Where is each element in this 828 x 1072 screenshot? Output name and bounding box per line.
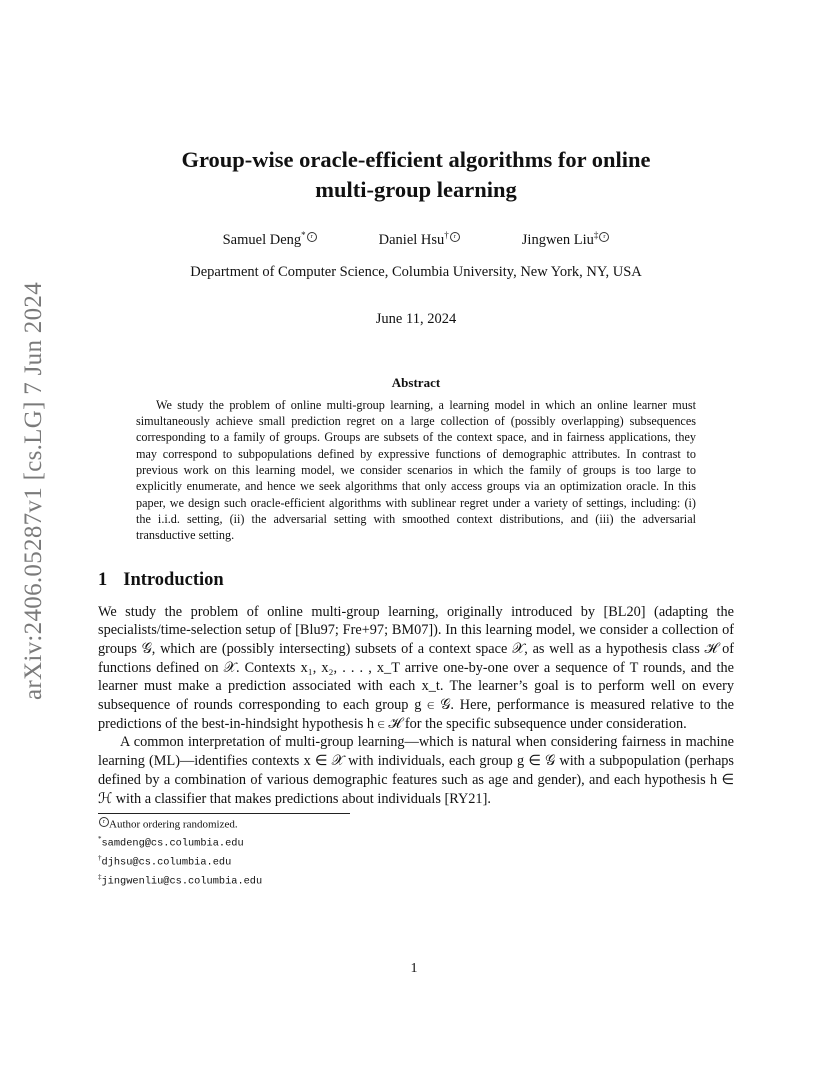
footnote: r Author ordering randomized. [98,817,734,832]
author-1: Samuel Deng* r [223,230,317,249]
arxiv-watermark [20,270,60,700]
author-2: Daniel Hsu† r [379,230,460,249]
section-title: Introduction [123,569,224,590]
abstract-text: We study the problem of online multi-group learning, a learning model in which an online learner must simultaneously achieve small prediction regret on a large collection of (possibly overlapping) subsequences corresponding to a family of groups. Groups are subsets of the context space, and in fairness applications, they may correspond to subpopulations defined by expressive functions of demographic attributes. In contrast to previous work on this learning model, we consider scenarios in which the family of groups is too large to explicitly enumerate, and hence we seek algorithms that only access groups via an optimization oracle. In this paper, we design such oracle-efficient algorithms with sublinear regret under a variety of settings, including: (i) the i.i.d. setting, (ii) the adversarial setting with smoothed context distributions, and (iii) the adversarial transductive setting. [136,397,696,543]
email-text: jingwenliu@cs.columbia.edu [101,875,263,888]
page-number: 1 [410,961,418,976]
section-number: 1 [98,569,108,590]
section-heading [98,570,734,591]
title-line-2: multi-group learning [315,177,517,202]
orcid-icon: r [450,232,460,242]
paper-page [98,145,734,889]
author-list [98,230,734,249]
title-line-1: Group-wise oracle-efficient algorithms for online [181,147,651,172]
author-3: Jingwen Liu‡ r [522,230,610,249]
email-text: samdeng@cs.columbia.edu [101,837,244,850]
footnotes [98,817,734,889]
footnote: *samdeng@cs.columbia.edu [98,835,244,850]
footnote: †djhsu@cs.columbia.edu [98,854,232,869]
author-1-mark: * [301,230,306,240]
arxiv-identifier: arXiv:2406.05287v1 [cs.LG] 7 Jun 2024 [20,282,47,700]
footnote: ‡jingwenliu@cs.columbia.edu [98,873,263,888]
orcid-icon: r [99,817,109,827]
footnote-rule [98,813,350,814]
paper-title [98,145,734,205]
author-3-mark: ‡ [593,230,599,240]
orcid-icon: r [599,232,609,242]
paragraph: A common interpretation of multi-group learning—which is natural when considering fairness in machine learning (ML)—identifies contexts x ∈ 𝒳 with individuals, each group g ∈ 𝒢 with a subpopulation (perhaps defined by a combination of various demographic features such as age and gender), and each hypothesis h ∈ ℋ with a classifier that makes predictions about individuals [RY21]. [98,734,734,807]
section-body [98,603,734,809]
abstract-heading: Abstract [391,374,441,390]
email-text: djhsu@cs.columbia.edu [101,856,232,869]
affiliation: Department of Computer Science, Columbia University, New York, NY, USA [190,263,642,280]
paragraph: We study the problem of online multi-group learning, originally introduced by [BL20] (adapting the specialists/time-selection setup of [Blu97; Fre+97; BM07]). In this learning model, we consider a collection of groups 𝒢, which are (possibly intersecting) subsets of a context space 𝒳, as well as a hypothesis class ℋ of functions defined on 𝒳. Contexts x₁, x₂, . . . , x_T arrive one-by-one over a sequence of T rounds, and the learner must make a prediction associated with each x_t. The learner’s goal is to perform well on every subsequence of rounds corresponding to each group g ∈ 𝒢. Here, performance is measured relative to the predictions of the best-in-hindsight hypothesis h ∈ ℋ for the specific subsequence under consideration. [98,603,734,732]
author-2-mark: † [444,230,449,240]
orcid-icon: r [307,232,317,242]
paper-date: June 11, 2024 [375,310,457,327]
